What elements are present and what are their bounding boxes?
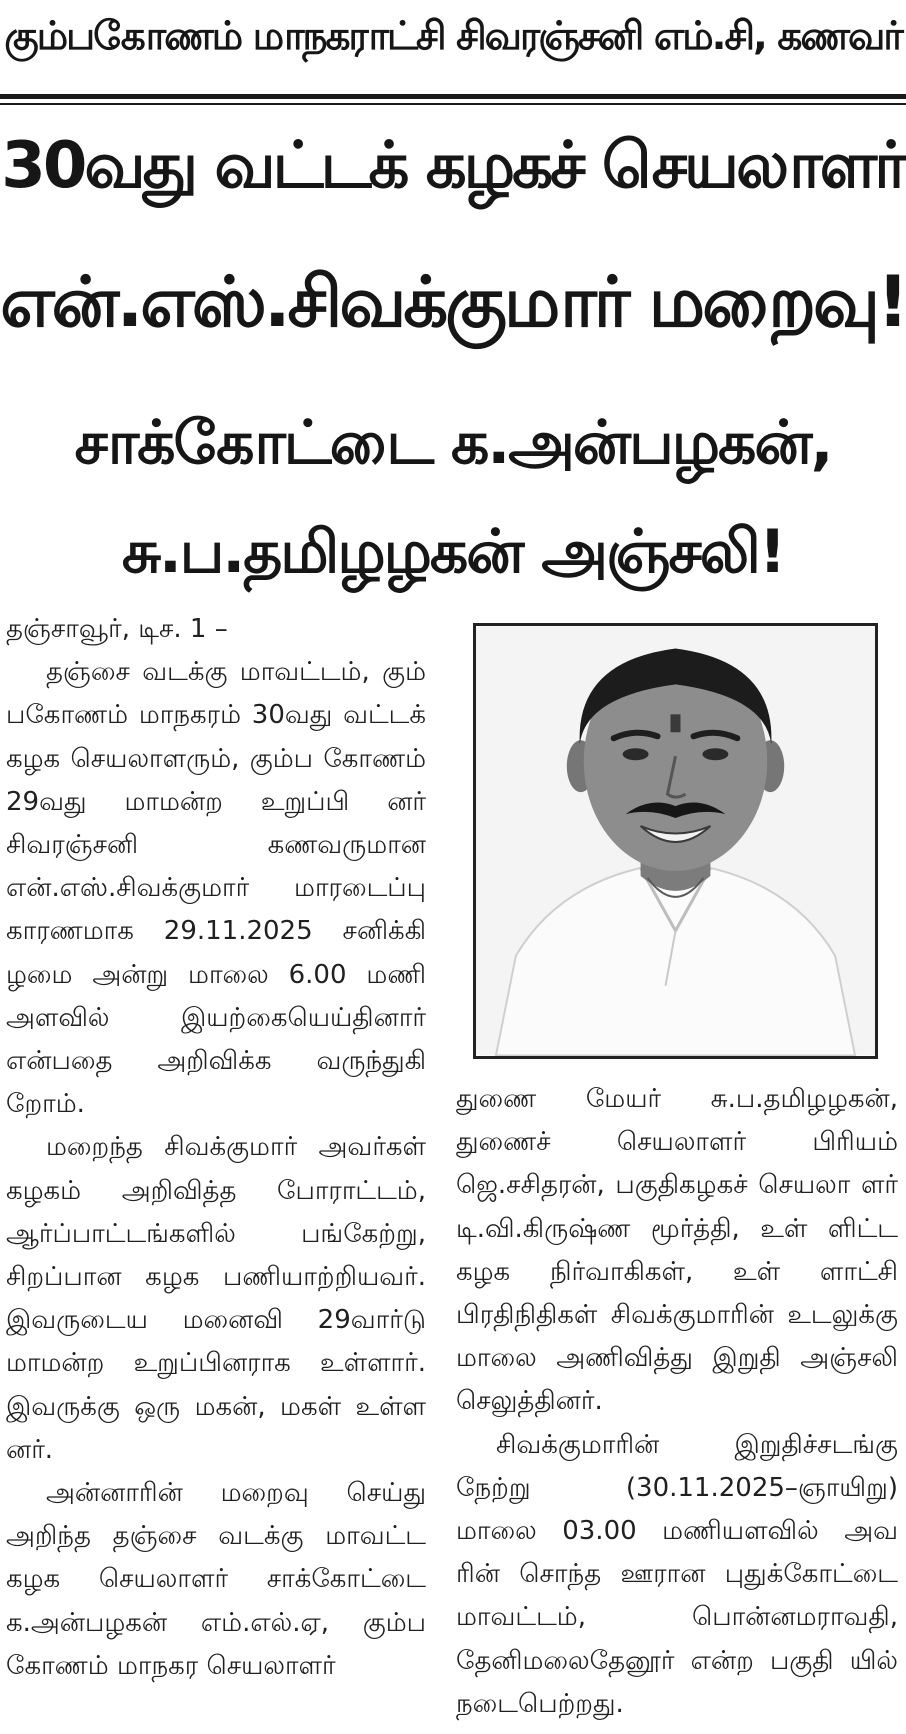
article-right-column	[456, 1078, 898, 1726]
article-left-column	[6, 608, 426, 1688]
portrait-illustration	[476, 626, 875, 1056]
subheadline-line-1: சாக்கோட்டை க.அன்பழகன்,	[74, 408, 832, 478]
paragraph-4: துணை மேயர் சு.ப.தமிழழகன், துணைச் செயலாளர் பிரியம் ஜெ.சசிதரன், பகுதிகழகச் செயலா ளர் டி.வி.கிருஷ்ண மூர்த்தி, உள் ளிட்ட கழக நிர்வாகிகள், உள் ளாட்சி பிரதிநிதிகள் சிவக்குமாரின் உடலுக்கு மாலை அணிவித்து இறுதி அஞ்சலி செலுத்தினர்.	[456, 1084, 898, 1417]
kicker-line: கும்பகோணம் மாநகராட்சி சிவரஞ்சனி எம்.சி, கணவர்	[4, 14, 902, 59]
dateline: தஞ்சாவூர், டிச. 1 –	[6, 614, 228, 644]
portrait-photo	[473, 623, 878, 1059]
kicker-rule-thin	[0, 103, 906, 105]
headline-line-1: 30வது வட்டக் கழகச் செயலாளர்	[1, 129, 905, 203]
kicker-rule-thick	[0, 94, 906, 99]
paragraph-3: அன்னாரின் மறைவு செய்து அறிந்த தஞ்சை வடக்கு மாவட்ட கழக செயலாளர் சாக்கோட்டை க.அன்பழகன் எம்.எல்.ஏ, கும்ப கோணம் மாநகர செயலாளர்	[6, 1478, 426, 1681]
paragraph-2: மறைந்த சிவக்குமார் அவர்கள் கழகம் அறிவித்த போராட்டம், ஆர்ப்பாட்டங்களில் பங்கேற்று, சிறப்பான கழக பணியாற்றியவர். இவருடைய மனைவி 29வார்டு மாமன்ற உறுப்பினராக உள்ளார். இவருக்கு ஒரு மகன், மகள் உள்ள னர்.	[6, 1132, 426, 1465]
headline-line-2: என்.எஸ்.சிவக்குமார் மறைவு!	[0, 261, 906, 343]
subheadline-line-2: சு.ப.தமிழழகன் அஞ்சலி!	[121, 517, 785, 587]
paragraph-1: தஞ்சை வடக்கு மாவட்டம், கும் பகோணம் மாநகரம் 30வது வட்டக் கழக செயலாளரும், கும்ப கோணம் 29வது மாமன்ற உறுப்பி னர் சிவரஞ்சனி கணவருமான என்.எஸ்.சிவக்குமார் மாரடைப்பு காரணமாக 29.11.2025 சனிக்கி ழமை அன்று மாலை 6.00 மணி அளவில் இயற்கையெய்தினார் என்பதை அறிவிக்க வருந்துகி றோம்.	[6, 657, 426, 1120]
paragraph-5: சிவக்குமாரின் இறுதிச்சடங்கு நேற்று (30.11.2025–ஞாயிறு) மாலை 03.00 மணியளவில் அவ ரின் சொந்த ஊரான புதுக்கோட்டை மாவட்டம், பொன்னமராவதி, தேனிமலைதேனூர் என்ற பகுதி யில் நடைபெற்றது.	[456, 1429, 898, 1719]
